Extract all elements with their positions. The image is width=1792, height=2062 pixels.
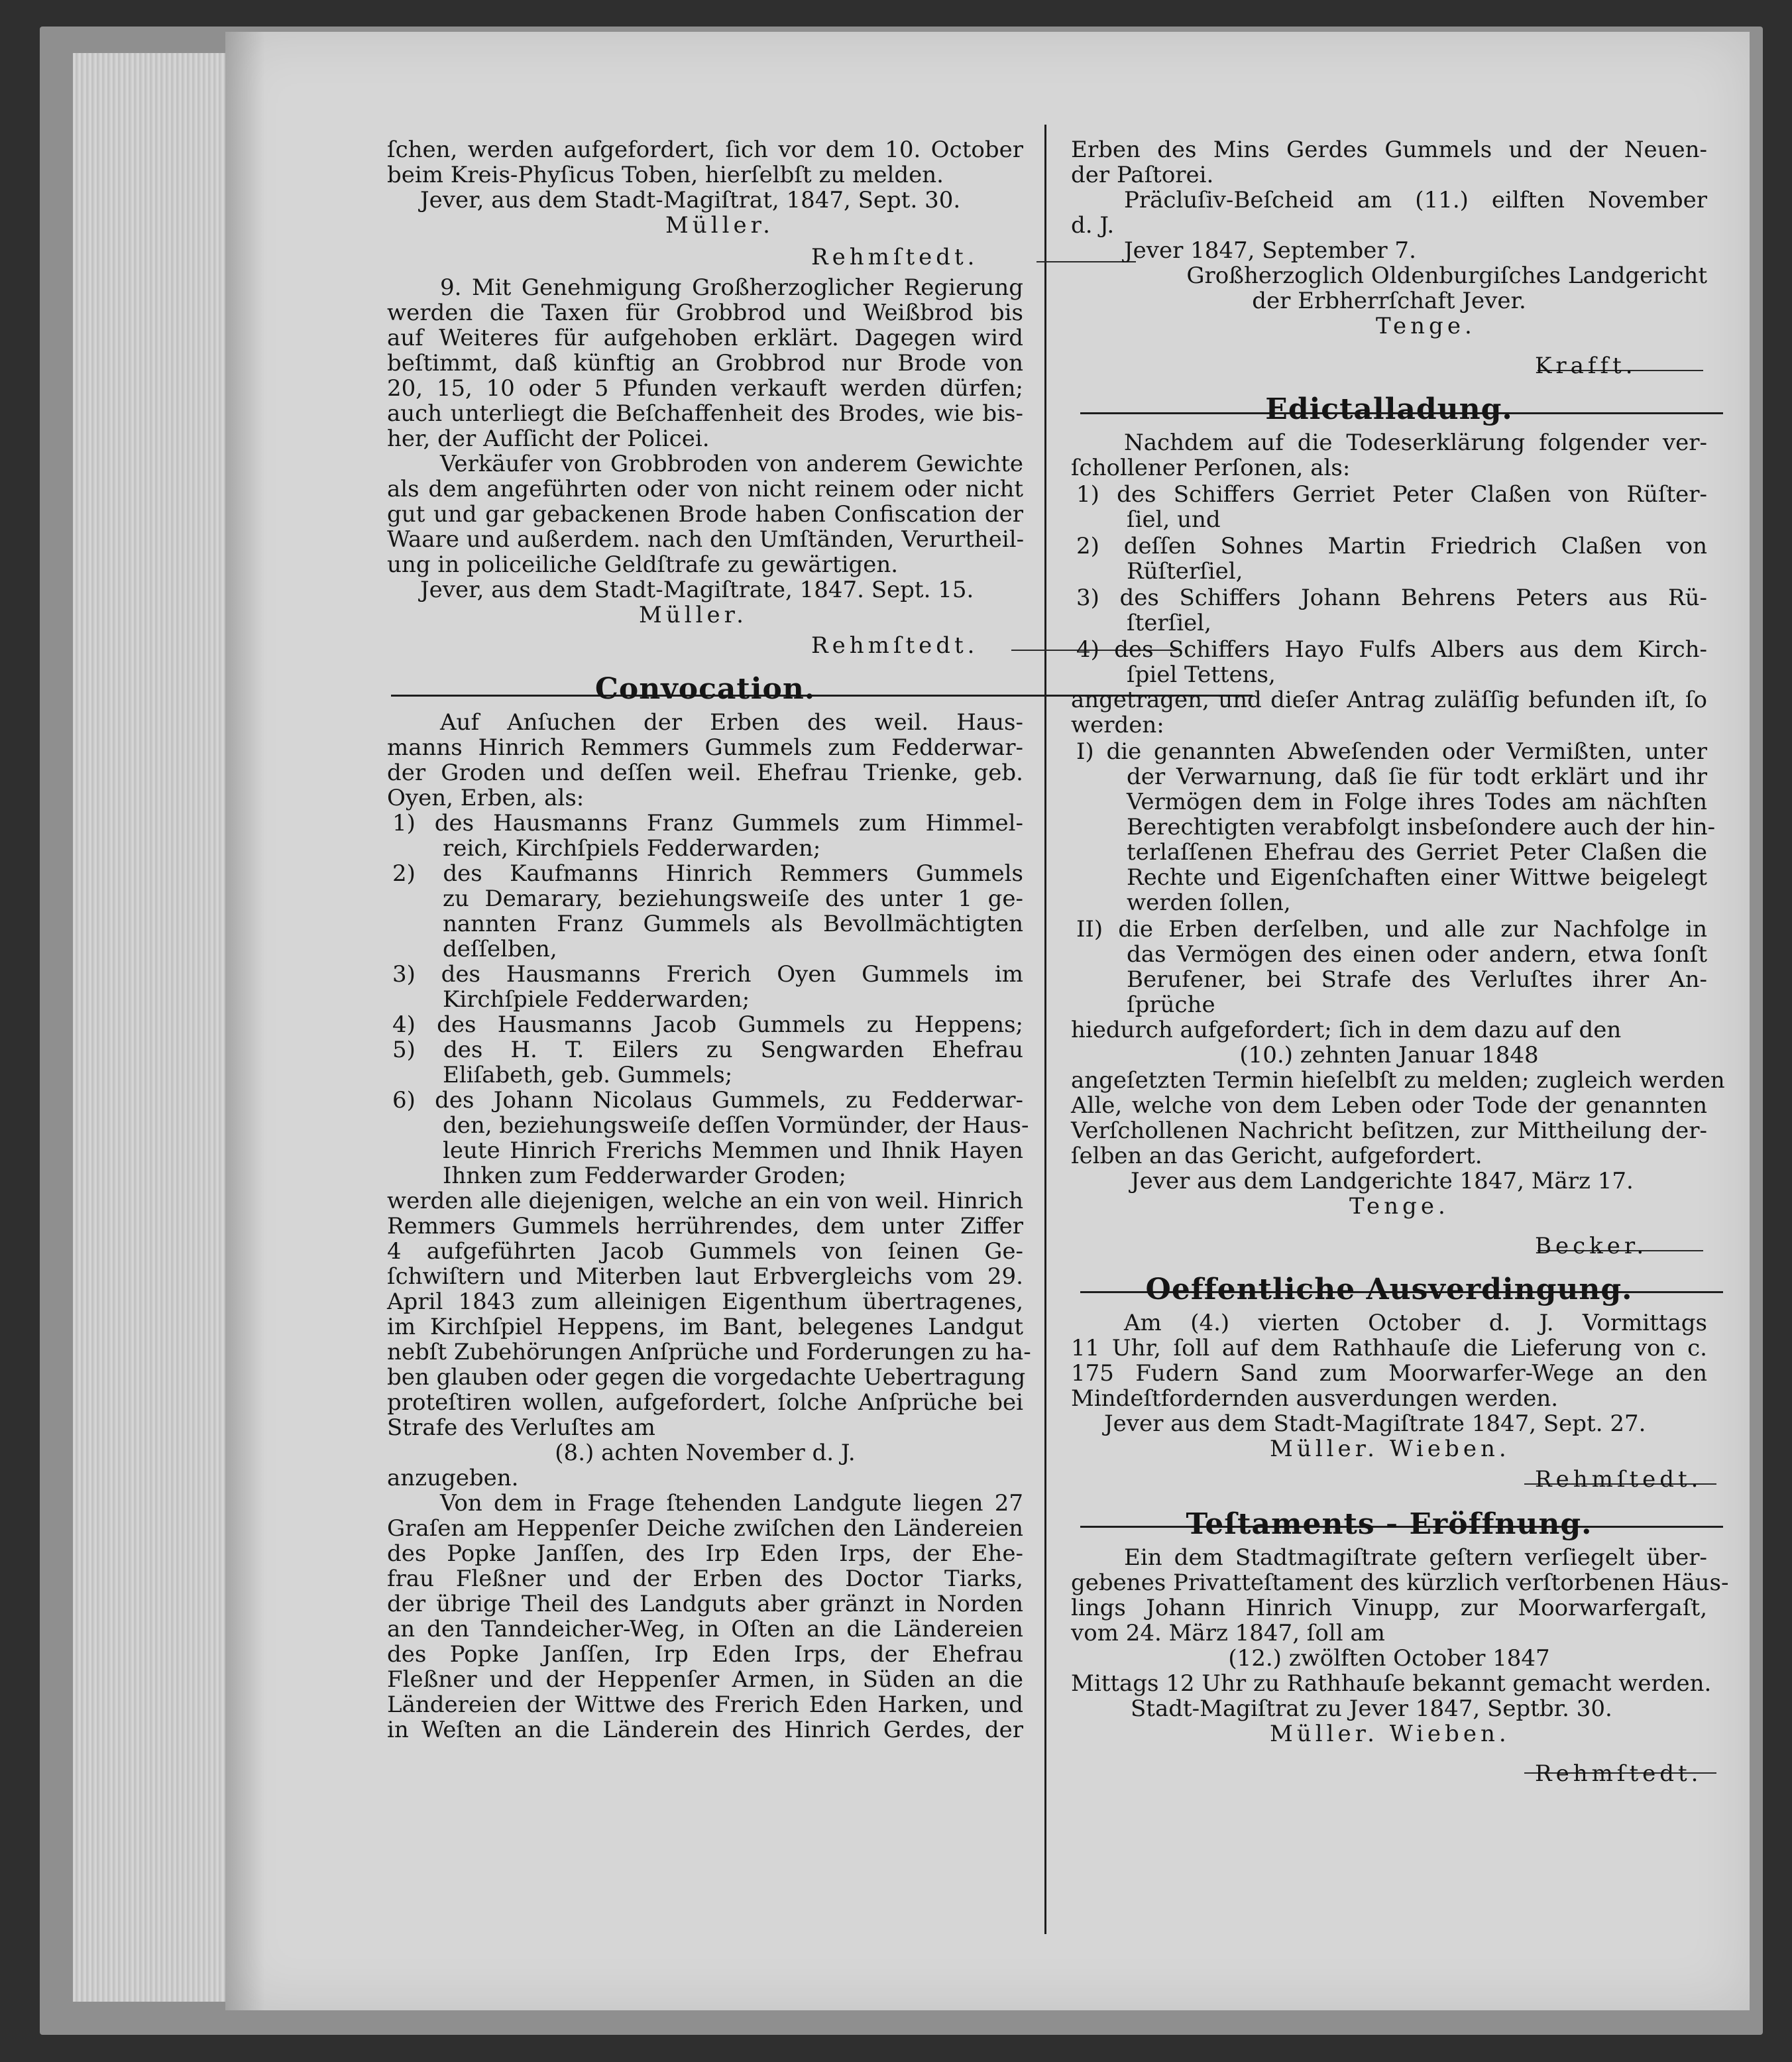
text-line: Remmers Gummels herrührendes, dem unter Ziffer (387, 1213, 1023, 1239)
text-line: Nachdem auf die Todeserklärung folgender ver- (1124, 430, 1707, 456)
text-line: manns Hinrich Remmers Gummels zum Fedderwar- (387, 734, 1023, 761)
signature-line: Müller. (665, 212, 774, 239)
text-line: gut und gar gebackenen Brode haben Confiscation der (387, 501, 1023, 528)
signature-line: Rehmſtedt. (811, 244, 979, 270)
signature-line: Müller. (639, 602, 748, 628)
text-line: 4 aufgeführten Jacob Gummels von ſeinen Ge- (387, 1238, 1023, 1265)
text-line: II) die Erben derſelben, und alle zur Nachfolge in (1076, 916, 1707, 943)
text-line: Am (4.) vierten October d. J. Vormittags (1124, 1310, 1707, 1336)
text-line: Auf Anſuchen der Erben des weil. Haus- (440, 709, 1023, 736)
text-line: anzugeben. (387, 1465, 519, 1491)
text-line: d. J. (1071, 212, 1115, 239)
text-line: ſchwiſtern und Miterben laut Erbvergleichs vom 29. (387, 1263, 1023, 1290)
text-line: ſchen, werden aufgefordert, ſich vor dem 10. October (387, 137, 1023, 163)
text-line: ſterſiel, (1127, 610, 1211, 636)
text-line: Ländereien der Wittwe des Frerich Eden Harken, und (387, 1691, 1023, 1718)
text-line: Großherzoglich Oldenburgiſches Landgericht (1186, 262, 1707, 289)
text-line: Jever, aus dem Stadt-Magiſtrate, 1847. Sept. 15. (420, 577, 974, 603)
signature-line: Becker. (1535, 1233, 1648, 1259)
text-line: gebenes Privatteſtament des kürzlich verſtorbenen Häus- (1071, 1570, 1729, 1596)
section-heading: Convocation. (594, 672, 816, 706)
text-line: ben glauben oder gegen die vorgedachte Uebertragung (387, 1364, 1026, 1391)
text-line: 9. Mit Genehmigung Großherzoglicher Regierung (440, 274, 1023, 301)
text-line: her, der Aufſicht der Policei. (387, 426, 710, 452)
text-line: 4) des Hausmanns Jacob Gummels zu Heppens; (392, 1011, 1023, 1038)
text-line: des Popke Janſſen, Irp Eden Irps, der Ehefrau (387, 1641, 1023, 1668)
page-stack-edge (73, 53, 245, 2002)
signature-line: Tenge. (1349, 1193, 1449, 1220)
text-line: der übrige Theil des Landguts aber gränzt in Norden (387, 1591, 1023, 1617)
text-line: Verſchollenen Nachricht beſitzen, zur Mittheilung der- (1071, 1117, 1707, 1144)
section-heading: Edictalladung. (1265, 392, 1513, 426)
text-line: der Paſtorei. (1071, 162, 1214, 188)
text-line: 2) deſſen Sohnes Martin Friedrich Claßen von (1076, 533, 1707, 559)
text-line: (12.) zwölften October 1847 (1228, 1645, 1550, 1672)
text-line: ſpiel Tettens, (1127, 661, 1276, 688)
text-line: das Vermögen des einen oder andern, etwa ſonſt (1127, 941, 1707, 968)
text-line: 6) des Johann Nicolaus Gummels, zu Fedderwar- (392, 1087, 1023, 1114)
text-line: an den Tanndeicher-Weg, in Oſten an die Ländereien (387, 1616, 1023, 1642)
text-line: I) die genannten Abweſenden oder Vermißten, unter (1076, 738, 1707, 765)
column-divider (1044, 125, 1046, 1934)
text-line: 1) des Hausmanns Franz Gummels zum Himmel- (392, 810, 1023, 836)
text-line: Graſen am Heppenſer Deiche zwiſchen den Ländereien (387, 1515, 1023, 1542)
text-line: ſiel, und (1127, 506, 1221, 533)
text-line: auch unterliegt die Beſchaffenheit des Brodes, wie bis- (387, 400, 1023, 427)
signature-line: Rehmſtedt. (1535, 1466, 1703, 1493)
text-line: Erben des Mins Gerdes Gummels und der Neuen- (1071, 137, 1707, 163)
text-line: den, beziehungsweiſe deſſen Vormünder, der Haus- (443, 1112, 1029, 1139)
text-line: frau Fleßner und der Erben des Doctor Tiarks, (387, 1566, 1023, 1592)
text-line: reich, Kirchſpiels Fedderwarden; (443, 835, 821, 862)
gutter-shadow (225, 32, 265, 2010)
text-line: 2) des Kaufmanns Hinrich Remmers Gummels (392, 860, 1023, 887)
text-line: April 1843 zum alleinigen Eigenthum übertragenes, (387, 1289, 1023, 1315)
text-line: beim Kreis-Phyſicus Toben, hierſelbſt zu melden. (387, 162, 944, 188)
text-line: 4) des Schiffers Hayo Fulfs Albers aus dem Kirch- (1076, 636, 1707, 663)
text-line: werden ſollen, (1127, 889, 1291, 916)
text-line: vom 24. März 1847, ſoll am (1071, 1620, 1385, 1646)
text-line: als dem angeführten oder von nicht reinem oder nicht (387, 476, 1023, 502)
text-line: ſchollener Perſonen, als: (1071, 455, 1351, 481)
signature-line: Müller. Wieben. (1270, 1436, 1510, 1462)
text-line: (8.) achten November d. J. (555, 1440, 856, 1466)
text-line: Kirchſpiele Fedderwarden; (443, 986, 750, 1013)
text-line: Strafe des Verluſtes am (387, 1414, 655, 1441)
signature-line: Rehmſtedt. (811, 632, 979, 659)
text-line: 3) des Hausmanns Frerich Oyen Gummels im (392, 961, 1023, 988)
text-line: Präcluſiv-Beſcheid am (11.) eilften November (1124, 187, 1707, 213)
text-line: deſſelben, (443, 936, 557, 962)
text-line: nannten Franz Gummels als Bevollmächtigten (443, 911, 1023, 937)
text-line: Jever, aus dem Stadt-Magiſtrat, 1847, Sept. 30. (420, 187, 961, 213)
text-line: Alle, welche von dem Leben oder Tode der genannten (1071, 1092, 1707, 1119)
text-line: werden die Taxen für Grobbrod und Weißbrod bis (387, 300, 1023, 326)
text-line: der Verwarnung, daß ſie für todt erklärt und ihr (1127, 764, 1707, 790)
text-line: des Popke Janſſen, des Irp Eden Irps, der Ehe- (387, 1540, 1023, 1567)
newspaper-page (225, 32, 1750, 2010)
text-line: lings Johann Hinrich Vinupp, zur Moorwarfergaſt, (1071, 1595, 1707, 1621)
text-line: Jever aus dem Landgerichte 1847, März 17. (1131, 1168, 1634, 1194)
text-line: 20, 15, 10 oder 5 Pfunden verkauft werden dürfen; (387, 375, 1023, 402)
text-line: proteſtiren wollen, aufgefordert, ſolche Anſprüche bei (387, 1389, 1023, 1416)
text-line: Jever aus dem Stadt-Magiſtrate 1847, Sept. 27. (1104, 1410, 1646, 1437)
text-line: der Erbherrſchaft Jever. (1252, 288, 1526, 314)
text-line: werden: (1071, 712, 1164, 738)
text-line: leute Hinrich Frerichs Memmen und Ihnik Hayen (443, 1137, 1023, 1164)
text-line: Von dem in Frage ſtehenden Landgute liegen 27 (440, 1490, 1023, 1517)
text-line: der Groden und deſſen weil. Ehefrau Trienke, geb. (387, 760, 1023, 786)
text-line: zu Demarary, beziehungsweiſe des unter 1 ge- (443, 886, 1023, 912)
text-line: Vermögen dem in Folge ihres Todes am nächſten (1127, 789, 1707, 815)
text-line: Jever 1847, September 7. (1124, 237, 1416, 264)
text-line: Berufener, bei Strafe des Verluſtes ihrer An- (1127, 966, 1707, 993)
text-line: ſelben an das Gericht, aufgefordert. (1071, 1143, 1483, 1169)
text-line: Ein dem Stadtmagiſtrate geſtern verſiegelt über- (1124, 1544, 1707, 1571)
signature-line: Krafft. (1535, 353, 1637, 379)
signature-line: Tenge. (1376, 313, 1476, 339)
text-line: in Weſten an die Länderein des Hinrich Gerdes, der (387, 1717, 1023, 1743)
text-line: nebſt Zubehörungen Anſprüche und Forderungen zu ha- (387, 1339, 1031, 1365)
text-line: (10.) zehnten Januar 1848 (1239, 1042, 1539, 1068)
text-line: Berechtigten verabfolgt insbeſondere auch der hin- (1127, 814, 1716, 840)
text-line: 5) des H. T. Eilers zu Sengwarden Ehefrau (392, 1037, 1023, 1063)
text-line: Mittags 12 Uhr zu Rathhauſe bekannt gemacht werden. (1071, 1670, 1712, 1697)
section-heading: Teſtaments - Eröffnung. (1186, 1507, 1593, 1541)
text-line: Eliſabeth, geb. Gummels; (443, 1062, 733, 1088)
signature-line: Rehmſtedt. (1535, 1760, 1703, 1787)
text-line: Oyen, Erben, als: (387, 785, 585, 811)
text-line: ung in policeiliche Geldſtrafe zu gewärtigen. (387, 551, 899, 578)
text-line: hiedurch aufgefordert; ſich in dem dazu auf den (1071, 1017, 1622, 1043)
text-line: 1) des Schiffers Gerriet Peter Claßen von Rüſter- (1076, 481, 1707, 508)
text-line: Verkäufer von Grobbroden von anderem Gewichte (440, 451, 1023, 477)
text-line: Waare und außerdem. nach den Umſtänden, Verurtheil- (387, 526, 1025, 553)
text-line: angeſetzten Termin hieſelbſt zu melden; zugleich werden (1071, 1067, 1725, 1094)
text-line: terlaſſenen Ehefrau des Gerriet Peter Claßen die (1127, 839, 1707, 866)
text-line: werden alle diejenigen, welche an ein von weil. Hinrich (387, 1188, 1023, 1214)
signature-line: Müller. Wieben. (1270, 1721, 1510, 1747)
text-line: Rüſterſiel, (1127, 558, 1243, 585)
text-line: 175 Fudern Sand zum Moorwarfer-Wege an den (1071, 1360, 1707, 1387)
text-line: Stadt-Magiſtrat zu Jever 1847, Septbr. 30. (1131, 1695, 1612, 1722)
text-line: Fleßner und der Heppenſer Armen, in Süden an die (387, 1666, 1023, 1693)
text-line: ſprüche (1127, 992, 1215, 1018)
text-line: beſtimmt, daß künftig an Grobbrod nur Brode von (387, 350, 1023, 376)
text-line: Mindeſtfordernden ausverdungen werden. (1071, 1385, 1559, 1412)
text-line: 11 Uhr, ſoll auf dem Rathhauſe die Lieferung von c. (1071, 1335, 1707, 1361)
text-line: Rechte und Eigenſchaften einer Wittwe beigelegt (1127, 864, 1707, 891)
text-line: auf Weiteres für aufgehoben erklärt. Dagegen wird (387, 325, 1023, 351)
text-line: Ihnken zum Fedderwarder Groden; (443, 1163, 846, 1189)
section-heading: Oeffentliche Ausverdingung. (1145, 1273, 1633, 1306)
text-line: im Kirchſpiel Heppens, im Bant, belegenes Landgut (387, 1314, 1023, 1340)
text-line: 3) des Schiffers Johann Behrens Peters aus Rü- (1076, 585, 1707, 611)
text-line: angetragen, und dieſer Antrag zuläſſig befunden iſt, ſo (1071, 687, 1707, 713)
